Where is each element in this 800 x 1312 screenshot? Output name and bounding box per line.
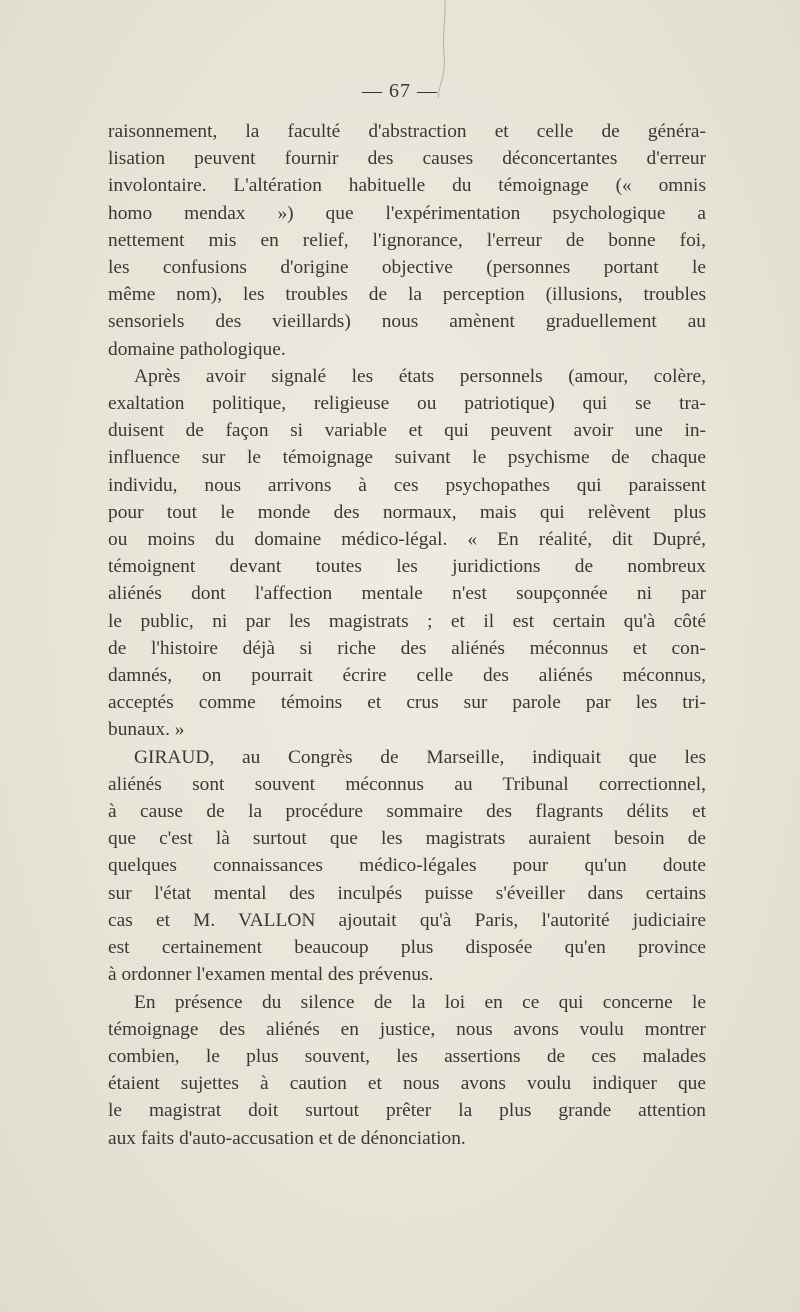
text-line: à cause de la procédure sommaire des flagrants délits et [108, 801, 706, 823]
text-line: est certainement beaucoup plus disposée qu'en province [108, 937, 706, 959]
text-line: quelques connaissances médico-légales pour qu'un doute [108, 855, 706, 877]
text-line: homo mendax ») que l'expérimentation psychologique a [108, 202, 706, 224]
text-line: sensoriels des vieillards) nous amènent graduellement au [108, 311, 706, 333]
text-line: que c'est là surtout que les magistrats auraient besoin de [108, 828, 706, 850]
paragraph [108, 989, 706, 1152]
text-line: sur l'état mental des inculpés puisse s'éveiller dans certains [108, 882, 706, 904]
text-line: nettement mis en relief, l'ignorance, l'erreur de bonne foi, [108, 229, 706, 251]
text-line: aliénés dont l'affection mentale n'est soupçonnée ni par [108, 583, 706, 605]
text-line: influence sur le témoignage suivant le psychisme de chaque [108, 447, 706, 469]
paragraph [108, 744, 706, 989]
text-line: Après avoir signalé les états personnels (amour, colère, [134, 365, 706, 387]
paragraph [108, 118, 706, 363]
text-line: bunaux. » [108, 719, 185, 741]
text-line: involontaire. L'altération habituelle du témoignage (« omnis [108, 175, 706, 197]
text-line: En présence du silence de la loi en ce qui concerne le [134, 991, 706, 1013]
text-line: de l'histoire déjà si riche des aliénés méconnus et con- [108, 637, 706, 659]
text-line: même nom), les troubles de la perception (illusions, troubles [108, 284, 706, 306]
text-line: duisent de façon si variable et qui peuvent avoir une in- [108, 420, 706, 442]
text-line: raisonnement, la faculté d'abstraction et celle de généra- [108, 121, 706, 142]
text-line: aliénés sont souvent méconnus au Tribunal correctionnel, [108, 773, 706, 795]
text-line: aux faits d'auto-accusation et de dénonciation. [108, 1127, 466, 1149]
text-line: damnés, on pourrait écrire celle des aliénés méconnus, [108, 665, 706, 687]
text-line: GIRAUD, au Congrès de Marseille, indiquait que les [134, 746, 706, 768]
text-line: témoignage des aliénés en justice, nous avons voulu montrer [108, 1018, 706, 1040]
text-line: cas et M. VALLON ajoutait qu'à Paris, l'autorité judiciaire [108, 909, 706, 931]
body-text [108, 118, 706, 1152]
text-line: combien, le plus souvent, les assertions de ces malades [108, 1045, 706, 1067]
text-line: étaient sujettes à caution et nous avons voulu indiquer que [108, 1073, 706, 1095]
text-line: lisation peuvent fournir des causes déconcertantes d'erreur [108, 148, 706, 170]
text-line: exaltation politique, religieuse ou patriotique) qui se tra- [108, 393, 706, 415]
text-line: le magistrat doit surtout prêter la plus grande attention [108, 1100, 706, 1122]
text-line: les confusions d'origine objective (personnes portant le [108, 257, 706, 279]
text-line: acceptés comme témoins et crus sur parole par les tri- [108, 692, 706, 714]
text-line: pour tout le monde des normaux, mais qui relèvent plus [108, 501, 706, 523]
text-line: domaine pathologique. [108, 338, 286, 360]
paragraph [108, 363, 706, 744]
text-line: le public, ni par les magistrats ; et il est certain qu'à côté [108, 610, 706, 632]
text-line: à ordonner l'examen mental des prévenus. [108, 964, 434, 986]
text-line: individu, nous arrivons à ces psychopathes qui paraissent [108, 474, 706, 496]
text-line: ou moins du domaine médico-légal. « En réalité, dit Dupré, [108, 529, 706, 551]
text-line: témoignent devant toutes les juridictions de nombreux [108, 556, 706, 578]
page-number: — 67 — [362, 80, 438, 102]
